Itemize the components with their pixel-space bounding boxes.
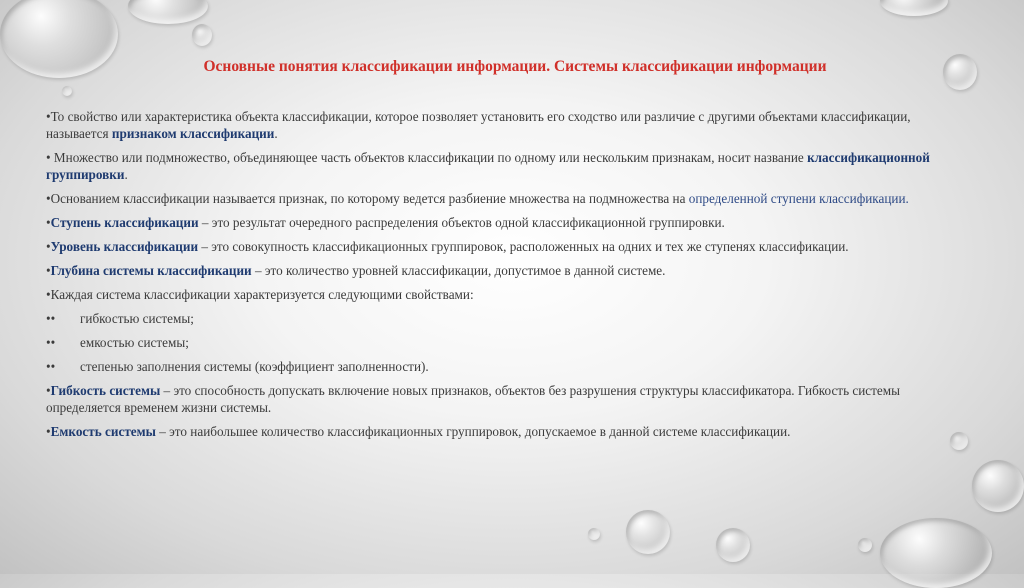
water-drop-decoration [626,510,670,554]
highlight-text: определенной ступени классификации. [688,191,909,206]
keyword: классификационной группировки [46,150,930,182]
water-drop-decoration [943,54,977,90]
water-drop-decoration [972,460,1024,512]
keyword: Ступень классификации [50,215,199,230]
water-drop-decoration [192,24,212,46]
paragraph-basis: •Основанием классификации называется признак, по которому ведется разбиение множества на подмножества на определенной ступени классификации. [46,191,909,206]
water-drop-decoration [880,518,992,588]
paragraph-grouping: • Множество или подмножество, объединяющее часть объектов классификации по одному или нескольким признакам, носит название классификационной группировки. [46,150,930,182]
water-drop-decoration [62,86,72,96]
water-drop-decoration [880,0,948,16]
keyword: Глубина системы классификации [50,263,252,278]
paragraph-level: •Уровень классификации – это совокупность классификационных группировок, расположенных на одних и тех же ступенях классификации. [46,239,849,254]
keyword: Гибкость системы [50,383,161,398]
water-drop-decoration [588,528,600,540]
slide-title: Основные понятия классификации информации. Системы классификации информации [203,58,827,75]
list-item: •• гибкостью системы; [46,311,194,326]
keyword: Уровень классификации [50,239,199,254]
slide-body [46,108,976,447]
water-drop-decoration [858,538,872,552]
paragraph-flexibility: •Гибкость системы – это способность допускать включение новых признаков, объектов без разрушения структуры классификатора. Гибкость системы определяется временем жизни системы. [46,383,900,415]
keyword: признаком классификации [111,126,275,141]
paragraph-feature: •То свойство или характеристика объекта классификации, которое позволяет установить его сходство или различие с другими объектами классификации, называется признаком классификации. [46,109,911,141]
paragraph-capacity: •Емкость системы – это наибольшее количество классификационных группировок, допускаемое в данной системе классификации. [46,424,791,439]
water-drop-decoration [716,528,750,562]
paragraph-properties: •Каждая система классификации характеризуется следующими свойствами: [46,287,474,302]
paragraph-depth: •Глубина системы классификации – это количество уровней классификации, допустимое в данной системе. [46,263,666,278]
list-item: •• степенью заполнения системы (коэффициент заполненности). [46,359,429,374]
paragraph-step: •Ступень классификации – это результат очередного распределения объектов одной классификационной группировки. [46,215,725,230]
water-drop-decoration [128,0,208,24]
keyword: Емкость системы [50,424,156,439]
list-item: •• емкостью системы; [46,335,189,350]
